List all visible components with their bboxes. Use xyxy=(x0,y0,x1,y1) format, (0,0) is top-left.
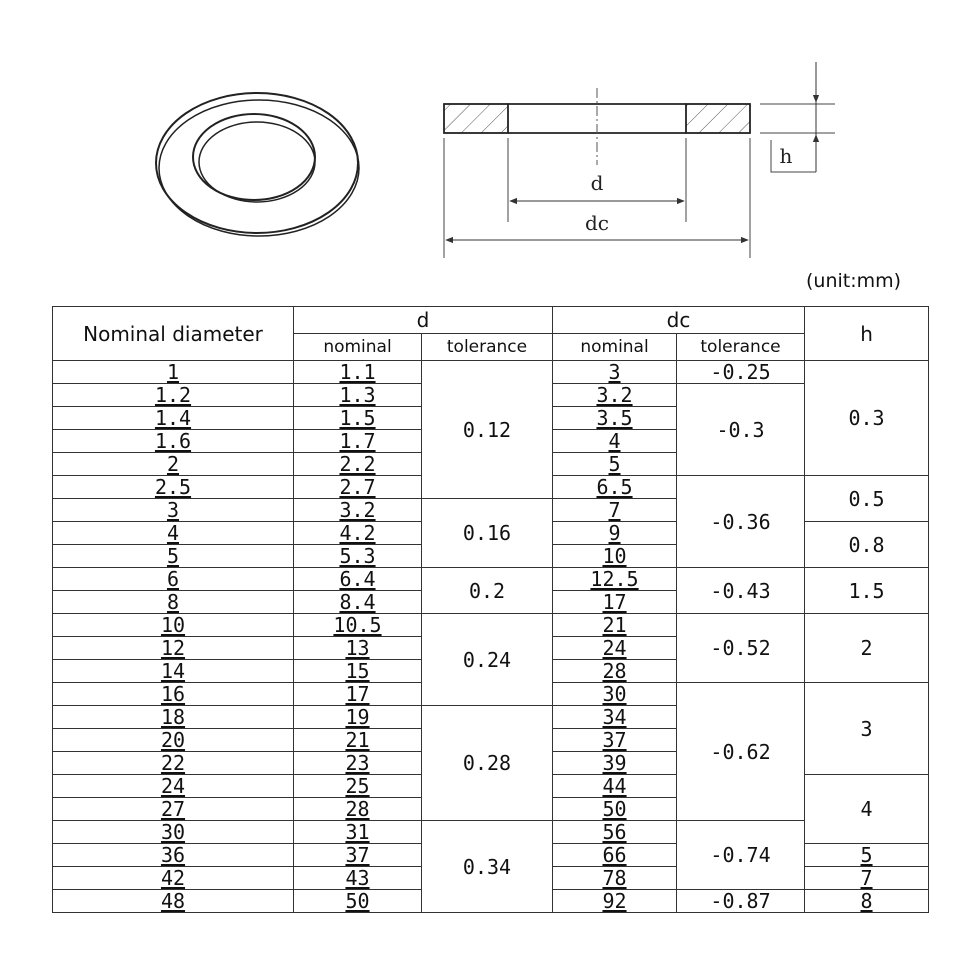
d-dimension-label: d xyxy=(590,171,604,195)
cell-nominal-diameter: 20 xyxy=(53,729,294,752)
cell-d-nominal: 15 xyxy=(294,660,422,683)
cell-dc-tolerance: -0.62 xyxy=(677,683,805,821)
cell-d-nominal: 2.7 xyxy=(294,476,422,499)
cell-dc-nominal: 7 xyxy=(553,499,677,522)
cell-nominal-diameter: 30 xyxy=(53,821,294,844)
cell-nominal-diameter: 16 xyxy=(53,683,294,706)
washer-drawing xyxy=(0,0,960,300)
cell-h: 4 xyxy=(805,775,929,844)
cell-d-tolerance: 0.28 xyxy=(422,706,553,821)
cell-nominal-diameter: 24 xyxy=(53,775,294,798)
cell-d-nominal: 6.4 xyxy=(294,568,422,591)
cell-d-nominal: 4.2 xyxy=(294,522,422,545)
cell-dc-nominal: 24 xyxy=(553,637,677,660)
cell-nominal-diameter: 22 xyxy=(53,752,294,775)
cell-nominal-diameter: 1.6 xyxy=(53,430,294,453)
header-nominal-diameter: Nominal diameter xyxy=(53,307,294,361)
header-d-nominal: nominal xyxy=(294,334,422,361)
cell-d-nominal: 50 xyxy=(294,890,422,913)
cell-nominal-diameter: 12 xyxy=(53,637,294,660)
cell-dc-tolerance: -0.87 xyxy=(677,890,805,913)
cell-nominal-diameter: 4 xyxy=(53,522,294,545)
washer-spec-table xyxy=(52,306,929,913)
cell-nominal-diameter: 18 xyxy=(53,706,294,729)
cell-dc-nominal: 92 xyxy=(553,890,677,913)
cell-h: 3 xyxy=(805,683,929,775)
cell-dc-nominal: 3.2 xyxy=(553,384,677,407)
cell-dc-tolerance: -0.74 xyxy=(677,821,805,890)
cell-d-nominal: 19 xyxy=(294,706,422,729)
cell-d-nominal: 37 xyxy=(294,844,422,867)
cell-d-nominal: 43 xyxy=(294,867,422,890)
table-row xyxy=(53,821,929,844)
cell-dc-nominal: 37 xyxy=(553,729,677,752)
cell-dc-nominal: 3.5 xyxy=(553,407,677,430)
cell-h: 0.3 xyxy=(805,361,929,476)
table-row xyxy=(53,361,929,384)
cell-nominal-diameter: 1 xyxy=(53,361,294,384)
cell-dc-nominal: 66 xyxy=(553,844,677,867)
washer-perspective xyxy=(156,93,359,236)
cell-nominal-diameter: 42 xyxy=(53,867,294,890)
cell-nominal-diameter: 48 xyxy=(53,890,294,913)
cell-h: 7 xyxy=(805,867,929,890)
cell-nominal-diameter: 1.2 xyxy=(53,384,294,407)
cell-dc-nominal: 21 xyxy=(553,614,677,637)
cell-dc-tolerance: -0.43 xyxy=(677,568,805,614)
cell-dc-nominal: 30 xyxy=(553,683,677,706)
cell-dc-nominal: 28 xyxy=(553,660,677,683)
washer-section xyxy=(444,62,835,258)
cell-h: 2 xyxy=(805,614,929,683)
cell-d-tolerance: 0.16 xyxy=(422,499,553,568)
cell-d-tolerance: 0.24 xyxy=(422,614,553,706)
cell-nominal-diameter: 36 xyxy=(53,844,294,867)
cell-dc-nominal: 39 xyxy=(553,752,677,775)
dc-dimension-label: dc xyxy=(584,211,610,235)
cell-dc-nominal: 6.5 xyxy=(553,476,677,499)
cell-d-nominal: 25 xyxy=(294,775,422,798)
cell-nominal-diameter: 5 xyxy=(53,545,294,568)
cell-dc-tolerance: -0.52 xyxy=(677,614,805,683)
cell-h: 0.5 xyxy=(805,476,929,522)
cell-dc-nominal: 78 xyxy=(553,867,677,890)
cell-dc-nominal: 50 xyxy=(553,798,677,821)
header-d-tolerance: tolerance xyxy=(422,334,553,361)
table-row xyxy=(53,614,929,637)
header-d: d xyxy=(294,307,553,334)
cell-dc-tolerance: -0.36 xyxy=(677,476,805,568)
cell-nominal-diameter: 2.5 xyxy=(53,476,294,499)
cell-h: 8 xyxy=(805,890,929,913)
table-body xyxy=(53,361,929,913)
cell-dc-nominal: 3 xyxy=(553,361,677,384)
table-row xyxy=(53,568,929,591)
cell-nominal-diameter: 27 xyxy=(53,798,294,821)
cell-d-tolerance: 0.2 xyxy=(422,568,553,614)
cell-d-tolerance: 0.34 xyxy=(422,821,553,913)
cell-dc-nominal: 44 xyxy=(553,775,677,798)
cell-d-nominal: 21 xyxy=(294,729,422,752)
header-dc-nominal: nominal xyxy=(553,334,677,361)
cell-dc-tolerance: -0.3 xyxy=(677,384,805,476)
unit-note: (unit:mm) xyxy=(806,270,902,292)
cell-d-nominal: 31 xyxy=(294,821,422,844)
cell-dc-nominal: 34 xyxy=(553,706,677,729)
cell-nominal-diameter: 10 xyxy=(53,614,294,637)
cell-d-nominal: 1.1 xyxy=(294,361,422,384)
cell-d-nominal: 10.5 xyxy=(294,614,422,637)
cell-d-tolerance: 0.12 xyxy=(422,361,553,499)
cell-d-nominal: 8.4 xyxy=(294,591,422,614)
cell-nominal-diameter: 3 xyxy=(53,499,294,522)
header-dc: dc xyxy=(553,307,805,334)
cell-dc-nominal: 5 xyxy=(553,453,677,476)
cell-nominal-diameter: 1.4 xyxy=(53,407,294,430)
cell-dc-nominal: 17 xyxy=(553,591,677,614)
cell-dc-nominal: 56 xyxy=(553,821,677,844)
cell-nominal-diameter: 2 xyxy=(53,453,294,476)
cell-d-nominal: 13 xyxy=(294,637,422,660)
cell-nominal-diameter: 14 xyxy=(53,660,294,683)
header-h: h xyxy=(805,307,929,361)
cell-d-nominal: 28 xyxy=(294,798,422,821)
cell-d-nominal: 1.7 xyxy=(294,430,422,453)
header-dc-tolerance: tolerance xyxy=(677,334,805,361)
cell-d-nominal: 1.3 xyxy=(294,384,422,407)
cell-nominal-diameter: 8 xyxy=(53,591,294,614)
cell-nominal-diameter: 6 xyxy=(53,568,294,591)
cell-h: 1.5 xyxy=(805,568,929,614)
cell-dc-nominal: 12.5 xyxy=(553,568,677,591)
cell-d-nominal: 1.5 xyxy=(294,407,422,430)
cell-d-nominal: 17 xyxy=(294,683,422,706)
h-dimension-label: h xyxy=(779,144,793,168)
cell-dc-nominal: 10 xyxy=(553,545,677,568)
cell-dc-nominal: 4 xyxy=(553,430,677,453)
cell-d-nominal: 3.2 xyxy=(294,499,422,522)
cell-h: 5 xyxy=(805,844,929,867)
cell-dc-tolerance: -0.25 xyxy=(677,361,805,384)
cell-d-nominal: 23 xyxy=(294,752,422,775)
cell-dc-nominal: 9 xyxy=(553,522,677,545)
cell-d-nominal: 2.2 xyxy=(294,453,422,476)
cell-d-nominal: 5.3 xyxy=(294,545,422,568)
cell-h: 0.8 xyxy=(805,522,929,568)
